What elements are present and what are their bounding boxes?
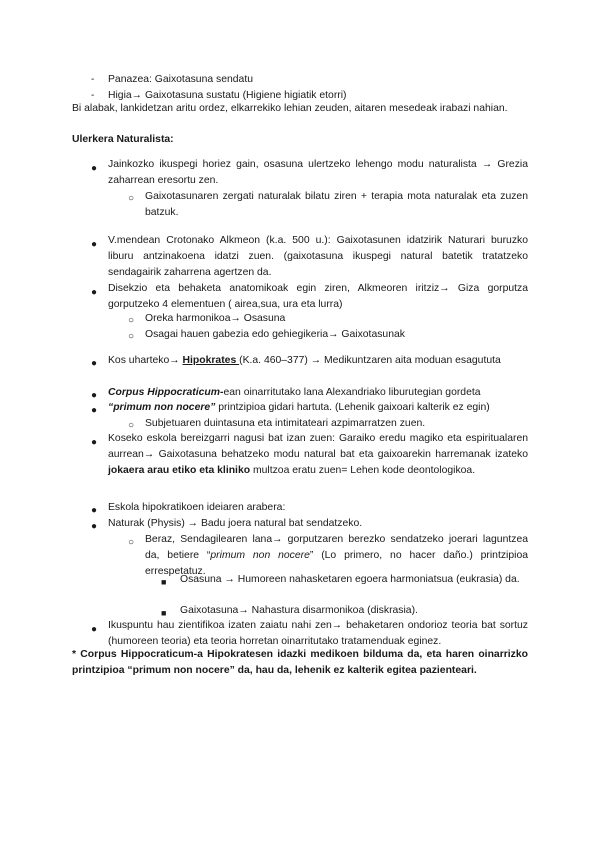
subsubbullet-text: Gaixotasuna→ Nahastura disarmonikoa (diskrasia). [180, 605, 418, 616]
bullet-text: “primum non nocere” printzipioa gidari hartuta. (Lehenik gaixoari kalterik ez egin) [108, 402, 490, 413]
bullet-text: Jainkozko ikuspegi horiez gain, osasuna ulertzeko lehengo modu naturalista → Grezia zaharrean eresortu zen. [108, 159, 528, 186]
bullet-text: Eskola hipokratikoen ideiaren arabera: [108, 502, 286, 513]
bullet-text: Ikuspuntu hau zientifikoa izaten zaiatu nahi zen→ behaketaren ondorioz teoria bat sortuz (humoreen teoria) eta teoria horretan oinarritutako tratamenduak eginez. [108, 620, 528, 647]
circle-marker: ○ [128, 193, 135, 204]
subbullet-text: Beraz, Sendagilearen lana→ gorputzaren berezko sendatzeko joerari laguntzea da, betiere “primum non nocere” (Lo primero, no hacer daño.) printzipioa errespetatuz. [145, 534, 528, 577]
subbullet-text: Oreka harmonikoa→ Osasuna [145, 313, 286, 324]
bullet-marker: ● [91, 624, 98, 635]
bullet-marker: ● [91, 521, 98, 532]
bullet-text: Naturak (Physis) → Badu joera natural bat sendatzeko. [108, 518, 363, 529]
paragraph: Bi alabak, lankidetzan aritu ordez, elkarrekiko lehian zeuden, aitaren mesedeak irabazi nahian. [72, 103, 508, 114]
section-heading: Ulerkera Naturalista: [72, 134, 174, 145]
dash-item: Panazea: Gaixotasuna sendatu [108, 74, 253, 85]
bullet-marker: ● [91, 239, 98, 250]
footnote: * Corpus Hippocraticum-a Hipokratesen idazki medikoen bilduma da, eta haren oinarrizko printzipioa “primum non nocere” da, hau da, lehenik ez kalterik egitea pazienteari. [72, 649, 528, 676]
bullet-marker: ● [91, 505, 98, 516]
circle-marker: ○ [128, 420, 135, 431]
subbullet-text: Osagai hauen gabezia edo gehiegikeria→ Gaixotasunak [145, 329, 405, 340]
square-marker: ■ [161, 608, 167, 618]
dash-item: Higia→ Gaixotasuna sustatu (Higiene higiatik etorri) [108, 90, 347, 101]
bullet-text: Corpus Hippocraticum-ean oinarritutako lana Alexandriako liburutegian gordeta [108, 387, 481, 398]
dash-marker: - [91, 90, 95, 101]
bullet-text: Koseko eskola bereizgarri nagusi bat izan zuen: Garaiko eredu magiko eta espiritualaren aurrean→ Gaixotasuna behatzeko modu natural bat eta gaixoarekin harremanak izateko jokaera arau etiko eta kliniko multzoa eratu zuen= Lehen kode deontologikoa. [108, 433, 528, 476]
corpus-term: Corpus Hippocraticum- [108, 387, 224, 398]
subsubbullet-text: Osasuna → Humoreen nahasketaren egoera harmoniatsua (eukrasia) da. [180, 574, 520, 585]
bullet-marker: ● [91, 358, 98, 369]
bullet-text: V.mendean Crotonako Alkmeon (k.a. 500 u.): Gaixotasunen idatzirik Naturari buruzko liburu antzinakoena idatzi zuen. (gaixotasuna ikuspegi natural batetik tratatzeko sendagairik zaharrena agertzen da. [108, 235, 528, 278]
bullet-text: Disekzio eta behaketa anatomikoak egin ziren, Alkmeoren iritziz→ Giza gorputza gorputzeko 4 elementuen ( airea,sua, ura eta lurra) [108, 283, 528, 310]
square-marker: ■ [161, 577, 167, 587]
bullet-marker: ● [91, 390, 98, 401]
subbullet-text: Subjetuaren duintasuna eta intimitateari azpimarratzen zuen. [145, 418, 426, 429]
dash-marker: - [91, 74, 95, 85]
circle-marker: ○ [128, 331, 135, 342]
bullet-text: Kos uharteko→ Hipokrates (K.a. 460–377) → Medikuntzaren aita moduan esagututa [108, 355, 501, 366]
bullet-marker: ● [91, 287, 98, 298]
primum-term: “primum non nocere” [108, 402, 216, 413]
bullet-marker: ● [91, 163, 98, 174]
subbullet-text: Gaixotasunaren zergati naturalak bilatu ziren + terapia mota naturalak eta zuzen batzuk. [145, 191, 528, 218]
circle-marker: ○ [128, 315, 135, 326]
circle-marker: ○ [128, 537, 135, 548]
bullet-marker: ● [91, 405, 98, 416]
hipokrates-term: Hipokrates [182, 355, 240, 366]
bullet-marker: ● [91, 437, 98, 448]
